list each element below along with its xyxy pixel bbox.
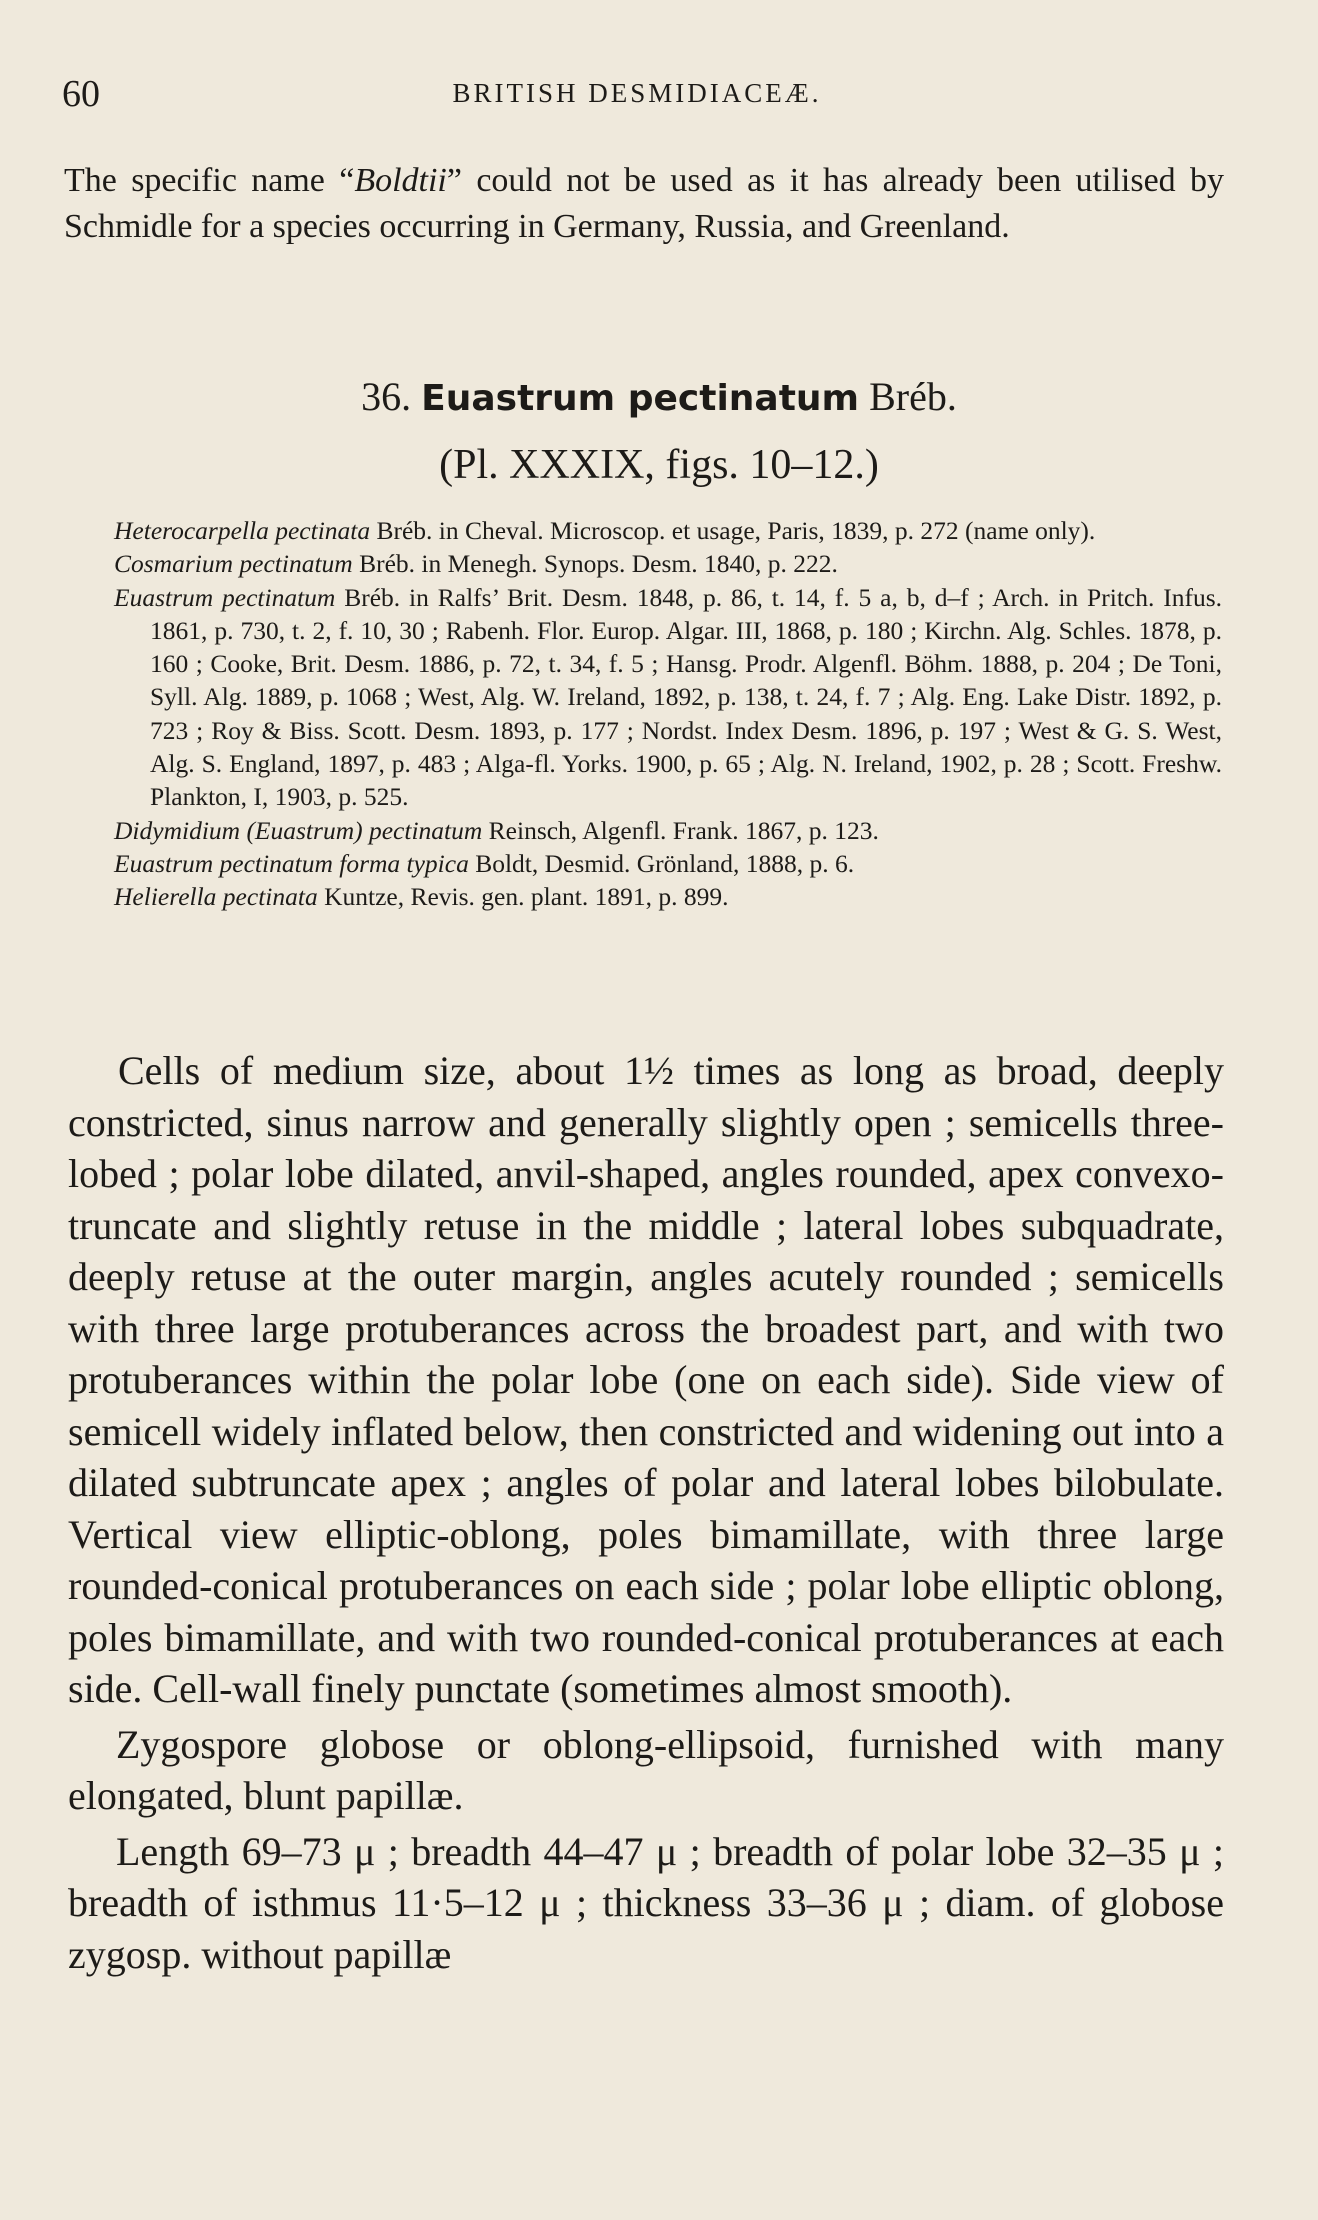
- page-number: 60: [62, 73, 100, 115]
- synonymy-entry: [114, 514, 1222, 547]
- synonym-citation: Reinsch, Algenfl. Frank. 1867, p. 123.: [482, 815, 879, 845]
- species-number: 36.: [361, 374, 412, 419]
- synonym-name: Cosmarium pectinatum: [114, 549, 353, 579]
- intro-text-after: ” could not be used as it has already been utilised by Schmidle for a species occurring in Germany, Russia, and Greenland.: [64, 162, 1225, 245]
- synonymy-entry: [114, 547, 1222, 580]
- page-header: [62, 72, 1212, 122]
- synonymy-list: [114, 514, 1222, 914]
- description-paragraph: Cells of medium size, about 1½ times as long as broad, deeply constricted, sinus narrow and generally slightly open ; semicells three-lobed ; polar lobe dilated, anvil-shaped, angles rounded, apex convexo-truncate and slightly retuse in the middle ; lateral lobes subquadrate, deeply retuse at the outer margin, angles acutely rounded ; semicells with three large protuberances across the broadest part, and with two protuberances within the polar lobe (one on each side). Side view of semicell widely inflated below, then constricted and widening out into a dilated subtruncate apex ; angles of polar and lateral lobes bilobulate. Vertical view elliptic-oblong, poles bimamillate, with three large rounded-conical protuberances on each side ; polar lobe elliptic oblong, poles bimamillate, and with two rounded-conical protuberances at each side. Cell-wall finely punctate (sometimes almost smooth).: [68, 1048, 1224, 1711]
- zygospore-paragraph: Zygospore globose or oblong-ellipsoid, furnished with many elongated, blunt papillæ.: [68, 1721, 1224, 1818]
- plate-reference: (Pl. XXXIX, figs. 10–12.): [439, 442, 879, 488]
- intro-species-name: Boldtii: [354, 162, 447, 199]
- synonym-citation: Bréb. in Ralfs’ Brit. Desm. 1848, p. 86, t. 14, f. 5 a, b, d–f ; Arch. in Pritch. Infus. 1861, p. 730, t. 2, f. 10, 30 ; Rabenh. Flor. Europ. Algar. III, 1868, p. 180 ; Kirchn. Alg. Schles. 1878, p. 160 ; Cooke, Brit. Desm. 1886, p. 72, t. 34, f. 5 ; Hansg. Prodr. Algenfl. Böhm. 1888, p. 204 ; De Toni, Syll. Alg. 1889, p. 1068 ; West, Alg. W. Ireland, 1892, p. 138, t. 24, f. 7 ; Alg. Eng. Lake Distr. 1892, p. 723 ; Roy & Biss. Scott. Desm. 1893, p. 177 ; Nordst. Index Desm. 1896, p. 197 ; West & G. S. West, Alg. S. England, 1897, p. 483 ; Alga-fl. Yorks. 1900, p. 65 ; Alg. N. Ireland, 1902, p. 28 ; Scott. Freshw. Plankton, I, 1903, p. 525.: [150, 582, 1222, 812]
- synonym-name: Euastrum pectinatum: [114, 582, 336, 612]
- synonymy-entry: [114, 847, 1222, 880]
- synonym-citation: Kuntze, Revis. gen. plant. 1891, p. 899.: [317, 882, 729, 912]
- running-head: BRITISH DESMIDIACEÆ.: [452, 78, 822, 108]
- species-author: Bréb.: [869, 374, 957, 419]
- synonymy-entry: [114, 581, 1222, 814]
- synonymy-entry: [114, 814, 1222, 847]
- synonym-name: Heterocarpella pectinata: [114, 516, 371, 545]
- species-description: [68, 1045, 1224, 1980]
- synonymy-entry: [114, 880, 1222, 913]
- species-heading: [0, 373, 1318, 423]
- synonym-name: Didymidium (Euastrum) pectinatum: [114, 815, 483, 845]
- synonym-name: Euastrum pectinatum forma typica: [114, 848, 469, 878]
- synonym-citation: Bréb. in Menegh. Synops. Desm. 1840, p. 222.: [352, 549, 838, 579]
- synonym-citation: Boldt, Desmid. Grönland, 1888, p. 6.: [468, 848, 855, 878]
- synonym-citation: Bréb. in Cheval. Microscop. et usage, Paris, 1839, p. 272 (name only).: [370, 516, 1096, 545]
- intro-text-before: The specific name “: [64, 162, 355, 199]
- intro-paragraph: [64, 158, 1224, 250]
- synonym-name: Helierella pectinata: [114, 882, 318, 912]
- dimensions-paragraph: Length 69–73 μ ; breadth 44–47 μ ; breadth of polar lobe 32–35 μ ; breadth of isthmus 11·5–12 μ ; thickness 33–36 μ ; diam. of globose zygosp. without papillæ: [68, 1828, 1224, 1977]
- species-name: Euastrum pectinatum: [421, 378, 860, 419]
